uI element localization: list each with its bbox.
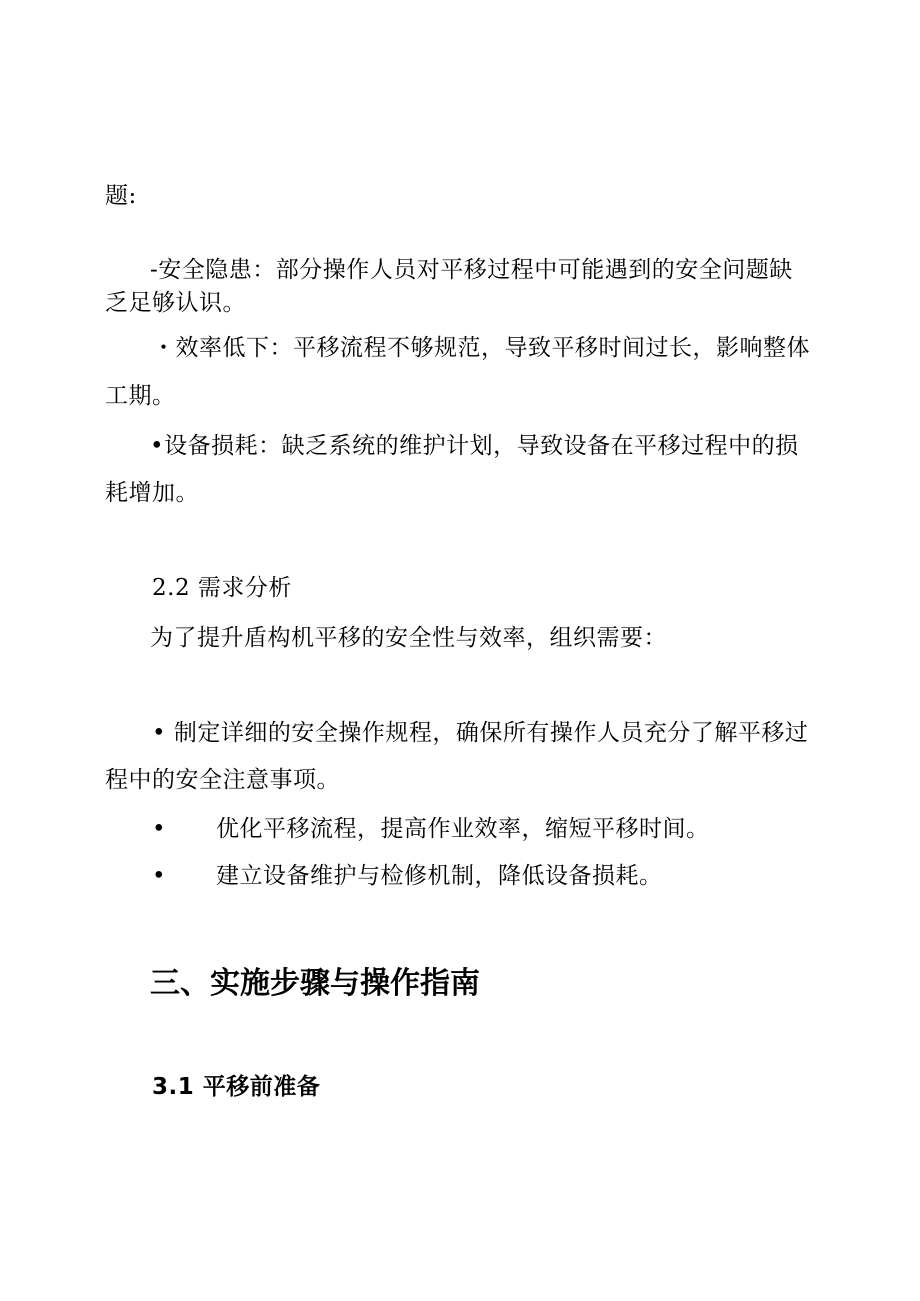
issue-wear-line-2: 耗增加。	[105, 480, 199, 506]
requirement-item-3-bullet: •	[152, 863, 167, 889]
requirement-item-1-line-2: 程中的安全注意事项。	[105, 767, 340, 793]
requirement-item-1-line-1: • 制定详细的安全操作规程，确保所有操作人员充分了解平移过	[152, 720, 809, 746]
requirement-item-2-text: 优化平移流程，提高作业效率，缩短平移时间。	[216, 816, 710, 842]
requirement-item-3-text: 建立设备维护与检修机制，降低设备损耗。	[216, 863, 663, 889]
chapter-heading-3: 三、实施步骤与操作指南	[150, 966, 480, 1001]
paragraph-continuation: 题:	[105, 183, 137, 209]
issue-efficiency-line-1: ・效率低下：平移流程不够规范，导致平移时间过长，影响整体	[152, 335, 810, 361]
issue-safety-line-1: -安全隐患：部分操作人员对平移过程中可能遇到的安全问题缺	[150, 257, 793, 283]
issue-safety-line-2: 乏足够认识。	[105, 290, 246, 316]
issue-wear-line-1: •设备损耗：缺乏系统的维护计划，导致设备在平移过程中的损	[150, 433, 799, 459]
section-heading-3-1: 3.1 平移前准备	[152, 1074, 321, 1100]
section-heading-2-2: 2.2 需求分析	[152, 575, 292, 601]
requirement-item-2-bullet: •	[152, 816, 167, 842]
issue-efficiency-line-2: 工期。	[105, 383, 176, 409]
requirement-intro: 为了提升盾构机平移的安全性与效率，组织需要：	[150, 625, 667, 651]
